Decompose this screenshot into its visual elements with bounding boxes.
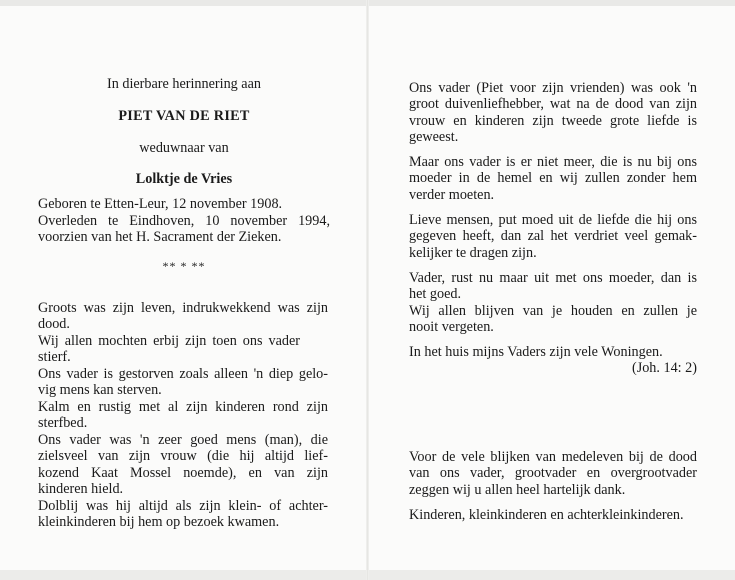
card-fold (366, 0, 369, 580)
relation-line: weduwnaar van (139, 140, 229, 156)
right-p4-line-4: nooit vergeten. (409, 319, 494, 335)
left-p2-line-3: kozend Kaat Mossel noemde), en van zijn (38, 465, 328, 481)
left-p2-line-2: zielsveel van zijn vrouw (die hij altijd lief- (38, 448, 328, 464)
thanks-line-1: Voor de vele blijken van medeleven bij de dood (409, 449, 697, 465)
signature: Kinderen, kleinkinderen en achterkleinkinderen. (409, 507, 684, 523)
separator: ** * ** (162, 259, 206, 273)
right-p3-line-2: gegeven heeft, dan zal het verdriet veel gemak- (409, 228, 697, 244)
left-p1-line-1: Groots was zijn leven, indrukwekkend was zijn (38, 300, 328, 316)
left-p1-line-8: sterfbed. (38, 415, 88, 431)
thanks-line-2: van ons vader, grootvader en overgrootvader (409, 465, 697, 481)
left-p1-line-2: dood. (38, 316, 70, 332)
left-p1-line-3: Wij allen mochten erbij zijn toen ons vader (38, 333, 300, 349)
right-p4-line-1: Vader, rust nu maar uit met ons moeder, dan is (409, 270, 697, 286)
left-p2-line-6: kleinkinderen bij hem op bezoek kwamen. (38, 514, 280, 530)
birth-line: Geboren te Etten-Leur, 12 november 1908. (38, 196, 283, 212)
right-p4-line-3: Wij allen blijven van je houden en zullen je (409, 303, 697, 319)
sacrament-line: voorzien van het H. Sacrament der Zieken. (38, 229, 282, 245)
right-p3-line-1: Lieve mensen, put moed uit de liefde die hij ons (409, 212, 697, 228)
right-p2-line-2: moeder in de hemel en wij zullen zonder hem (409, 170, 697, 186)
thanks-line-3: zeggen wij u allen heel hartelijk dank. (409, 482, 626, 498)
right-p4-line-2: het goed. (409, 286, 462, 302)
left-p1-line-6: vig mens kan sterven. (38, 382, 162, 398)
left-p2-line-5: Dolblij was hij altijd als zijn klein- of achter- (38, 498, 328, 514)
bible-quote: In het huis mijns Vaders zijn vele Woningen. (409, 344, 663, 360)
death-line: Overleden te Eindhoven, 10 november 1994, (38, 213, 330, 229)
right-p1-line-4: geweest. (409, 129, 459, 145)
deceased-name: PIET VAN DE RIET (118, 108, 250, 124)
bible-reference: (Joh. 14: 2) (631, 360, 697, 376)
right-p1-line-1: Ons vader (Piet voor zijn vrienden) was ook 'n (409, 80, 697, 96)
left-p2-line-4: kinderen hield. (38, 481, 124, 497)
left-p1-line-7: Kalm en rustig met al zijn kinderen rond zijn (38, 399, 328, 415)
right-p2-line-3: verder moeten. (409, 187, 495, 203)
left-p2-line-1: Ons vader was 'n zeer goed mens (man), die (38, 432, 328, 448)
intro-line: In dierbare herinnering aan (106, 76, 261, 92)
right-p1-line-3: vrouw en kinderen zijn tweede grote liefde is (409, 113, 697, 129)
right-p2-line-1: Maar ons vader is er niet meer, die is nu bij ons (409, 154, 697, 170)
left-p1-line-4: stierf. (38, 349, 71, 365)
right-p3-line-3: kelijker te dragen zijn. (409, 245, 537, 261)
left-p1-line-5: Ons vader is gestorven zoals alleen 'n diep gelo- (38, 366, 328, 382)
right-p1-line-2: groot duivenliefhebber, wat na de dood van zijn (409, 96, 697, 112)
spouse-name: Lolktje de Vries (135, 171, 233, 187)
